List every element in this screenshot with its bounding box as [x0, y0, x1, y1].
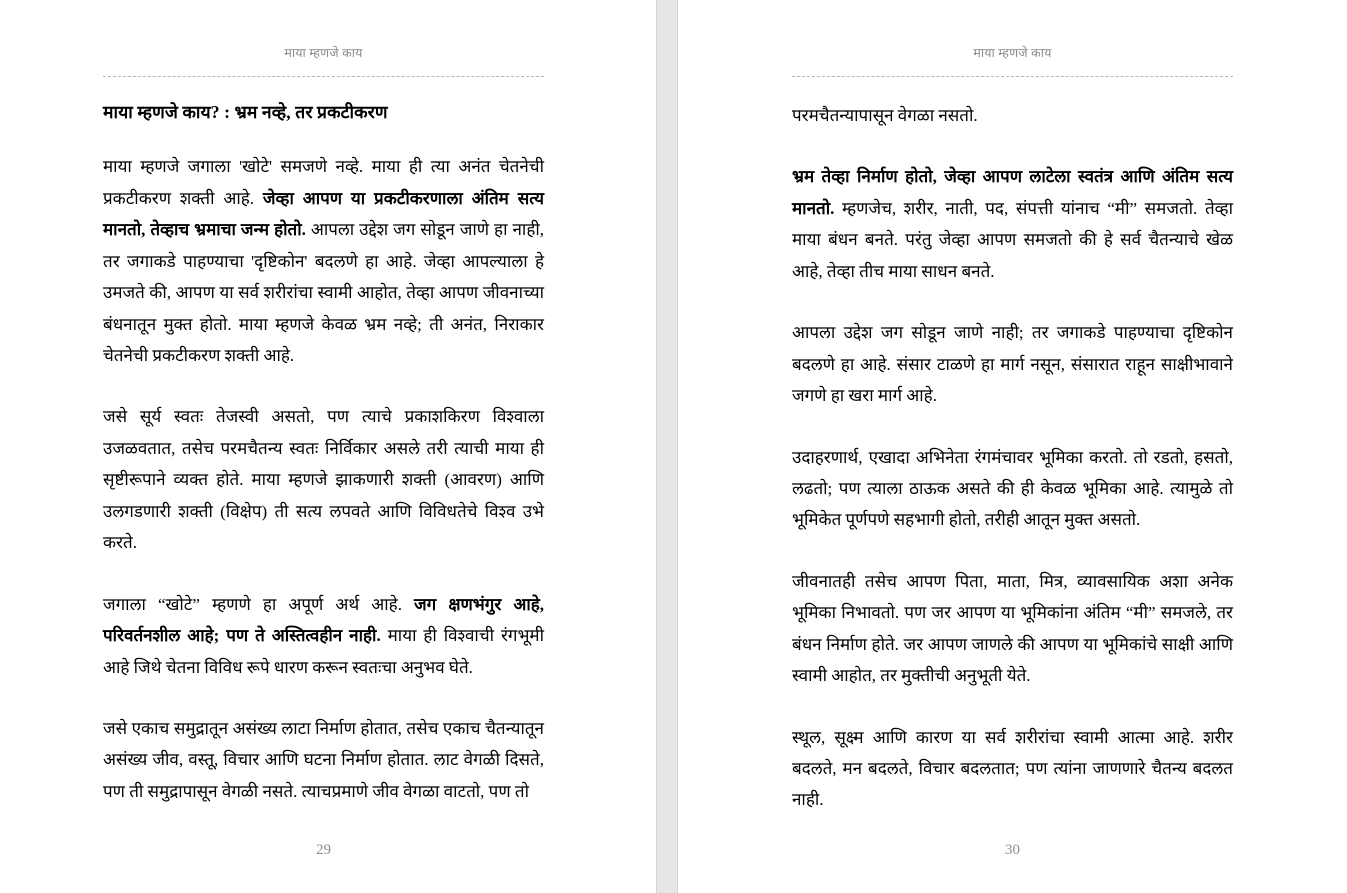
- paragraph: [792, 566, 1233, 692]
- body-text: जीवनातही तसेच आपण पिता, माता, मित्र, व्यावसायिक अशा अनेक भूमिका निभावतो. पण जर आपण या भूमिकांना अंतिम “मी” समजले, तर बंधन निर्माण होते. जर आपण जाणले की आपण या भूमिकांचे साक्षी आणि स्वामी आहोत, तर मुक्तीची अनुभूती येते.: [792, 571, 1233, 686]
- paragraph: [792, 161, 1233, 287]
- body-text: माया ही विश्वाची रंगभूमी आहे जिथे चेतना विविध रूपे धारण करून स्वतःचा अनुभव घेते.: [103, 626, 544, 677]
- page-number-left: 29: [316, 842, 331, 858]
- page-left-column: [103, 0, 544, 893]
- body-text: परमचैतन्यापासून वेगळा नसतो.: [792, 106, 978, 125]
- paragraph: [792, 722, 1233, 816]
- paragraph: [103, 401, 544, 558]
- body-text: जगाला “खोटे” म्हणणे हा अपूर्ण अर्थ आहे.: [103, 594, 415, 614]
- page-right-column: [792, 0, 1233, 893]
- body-text: स्थूल, सूक्ष्म आणि कारण या सर्व शरीरांचा स्वामी आत्मा आहे. शरीर बदलते, मन बदलते, विचार बदलतात; पण त्यांना जाणणारे चैतन्य बदलत नाही.: [792, 727, 1233, 810]
- body-text: जसे एकाच समुद्रातून असंख्य लाटा निर्माण होतात, तसेच एकाच चैतन्यातून असंख्य जीव, वस्तू, विचार आणि घटना निर्माण होतात. लाट वेगळी दिसते, पण ती समुद्रापासून वेगळी नसते. त्याचप्रमाणे जीव वेगळा वाटतो, पण तो: [103, 718, 544, 801]
- body-text: आपला उद्देश जग सोडून जाणे नाही; तर जगाकडे पाहण्याचा दृष्टिकोन बदलणे हा आहे. संसार टाळणे हा मार्ग नसून, संसारात राहून साक्षीभावाने जगणे हा खरा मार्ग आहे.: [792, 323, 1233, 406]
- paragraph: [103, 589, 544, 683]
- page-right-body: [792, 100, 1233, 816]
- emphasis-text: जग क्षणभंगुर आहे, परिवर्तनशील आहे; पण ते अस्तित्वहीन नाही.: [103, 594, 545, 646]
- running-head-left: माया म्हणजे काय: [284, 46, 363, 60]
- page-gutter: [656, 0, 678, 893]
- header-divider-left: [103, 76, 544, 77]
- body-text: म्हणजेच, शरीर, नाती, पद, संपत्ती यांनाच “मी” समजतो. तेव्हा माया बंधन बनते. परंतु जेव्हा आपण समजतो की हे सर्व चैतन्याचे खेळ आहे, तेव्हा तीच माया साधन बनते.: [792, 198, 1233, 281]
- page-number-right: 30: [1005, 842, 1020, 858]
- body-text: जसे सूर्य स्वतः तेजस्वी असतो, पण त्याचे प्रकाशकिरण विश्वाला उजळवतात, तसेच परमचैतन्य स्वतः निर्विकार असले तरी त्याची माया ही सृष्टीरूपाने व्यक्त होते. माया म्हणजे झाकणारी शक्ती (आवरण) आणि उलगडणारी शक्ती (विक्षेप) ती सत्य लपवते आणि विविधतेचे विश्व उभे करते.: [103, 407, 544, 553]
- emphasis-text: भ्रम तेव्हा निर्माण होतो, जेव्हा आपण लाटेला स्वतंत्र आणि अंतिम सत्य मानतो.: [792, 167, 1233, 218]
- running-head-right: माया म्हणजे काय: [973, 46, 1052, 60]
- paragraph: [792, 317, 1233, 411]
- page-right: [678, 0, 1347, 893]
- paragraph: [792, 442, 1233, 536]
- body-text: माया म्हणजे जगाला 'खोटे' समजणे नव्हे. माया ही त्या अनंत चेतनेची प्रकटीकरण शक्ती आहे.: [103, 157, 544, 208]
- page-left-body: [103, 100, 544, 807]
- body-text: आपला उद्देश जग सोडून जाणे हा नाही, तर जगाकडे पाहण्याचा 'दृष्टिकोन' बदलणे हा आहे. जेव्हा आपल्याला हे उमजते की, आपण या सर्व शरीरांचा स्वामी आहोत, तेव्हा आपण जीवनाच्या बंधनातून मुक्त होतो. माया म्हणजे केवळ भ्रम नव्हे; ती अनंत, निराकार चेतनेची प्रकटीकरण शक्ती आहे.: [103, 220, 544, 365]
- paragraph: [792, 100, 1233, 131]
- body-text: उदाहरणार्थ, एखादा अभिनेता रंगमंचावर भूमिका करतो. तो रडतो, हसतो, लढतो; पण त्याला ठाऊक असते की ही केवळ भूमिका आहे. त्यामुळे तो भूमिकेत पूर्णपणे सहभागी होतो, तरीही आतून मुक्त असतो.: [792, 447, 1233, 530]
- emphasis-text: जेव्हा आपण या प्रकटीकरणाला अंतिम सत्य मानतो, तेव्हाच भ्रमाचा जन्म होतो.: [103, 188, 544, 240]
- page-left: [0, 0, 656, 893]
- paragraph: [103, 151, 544, 371]
- paragraph: [103, 713, 544, 807]
- chapter-title: माया म्हणजे काय? : भ्रम नव्हे, तर प्रकटीकरण: [103, 102, 388, 122]
- header-divider-right: [792, 76, 1233, 77]
